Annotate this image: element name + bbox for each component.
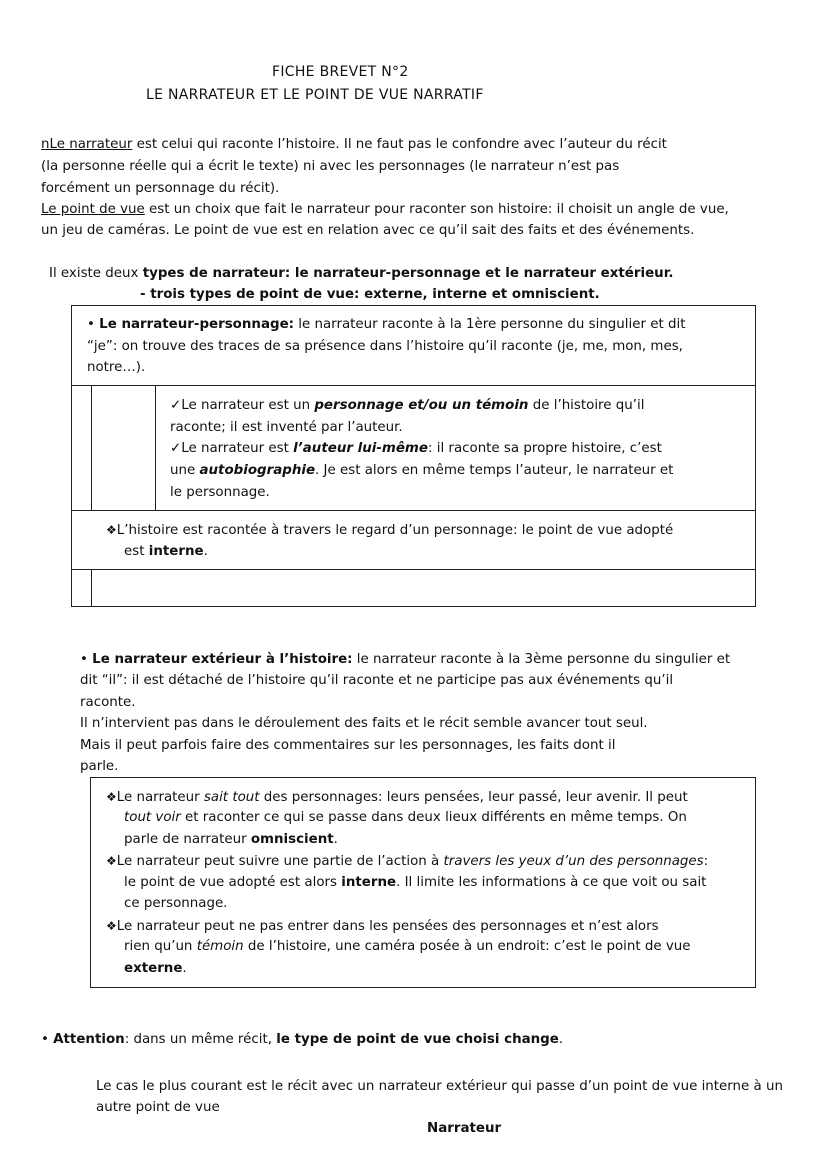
footer-label: Narrateur [427,1121,502,1136]
exterieur-line1: • Le narrateur extérieur à l’histoire: le narrateur raconte à la 3ème personne du singulier et [80,652,731,667]
table2-p2-line2: le point de vue adopté est alors interne. Il limite les informations à ce que voit ou sait [124,875,707,890]
intro-line-2: (la personne réelle qui a écrit le texte) ni avec les personnages (le narrateur n’est pas [41,159,620,174]
exterieur-line5: Mais il peut parfois faire des commentaires sur les personnages, les faits dont il [80,738,616,753]
table2-p3-line2: rien qu’un témoin de l’histoire, une caméra posée à un endroit: c’est le point de vue [124,939,691,954]
types-line-2: - trois types de point de vue: externe, interne et omniscient. [140,287,600,302]
table2-p1-line1: ❖Le narrateur sait tout des personnages: leurs pensées, leur passé, leur avenir. Il peut [106,790,688,805]
table1-row1-line3: notre…). [87,360,146,375]
intro-line-1: nLe narrateur est celui qui raconte l’histoire. Il ne faut pas le confondre avec l’auteur du récit [41,137,667,152]
table2-p3-line1: ❖Le narrateur peut ne pas entrer dans les pensées des personnages et n’est alors [106,919,659,934]
table2-p1-line3: parle de narrateur omniscient. [124,832,338,847]
table1-cell-line4: une autobiographie. Je est alors en même temps l’auteur, le narrateur et [170,463,674,478]
exterieur-line6: parle. [80,759,119,774]
table1-col-2 [155,385,156,510]
table2-p1-line2: tout voir et raconter ce qui se passe dans deux lieux différents en même temps. On [124,810,687,825]
table1-col-3 [91,569,92,607]
check-icon: ✓ [170,398,182,413]
table2-p2-line3: ce personnage. [124,896,228,911]
intro-line-4: Le point de vue est un choix que fait le narrateur pour raconter son histoire: il choisit un angle de vue, [41,202,729,217]
table1-col-1 [91,385,92,510]
table1-divider-3 [71,569,756,570]
table1-cell-line1: ✓Le narrateur est un personnage et/ou un témoin de l’histoire qu’il [170,398,645,413]
table1-row3-line2: est interne. [124,544,208,559]
diamond-icon: ❖ [106,854,117,868]
table1-row3-line1: ❖L’histoire est racontée à travers le regard d’un personnage: le point de vue adopté [106,523,674,538]
exterieur-line2: dit “il”: il est détaché de l’histoire qu’il raconte et ne participe pas aux événements qu’il [80,673,674,688]
table1-divider-1 [71,385,756,386]
exterieur-line4: Il n’intervient pas dans le déroulement des faits et le récit semble avancer tout seul. [80,716,648,731]
check-icon: ✓ [170,441,182,456]
page-subtitle: LE NARRATEUR ET LE POINT DE VUE NARRATIF [146,87,484,103]
types-line-1: Il existe deux types de narrateur: le narrateur-personnage et le narrateur extérieur. [49,266,674,281]
table1-cell-line2: raconte; il est inventé par l’auteur. [170,420,403,435]
diamond-icon: ❖ [106,523,117,537]
diamond-icon: ❖ [106,790,117,804]
attention-line: • Attention: dans un même récit, le type de point de vue choisi change. [41,1032,564,1047]
footer-line1: Le cas le plus courant est le récit avec un narrateur extérieur qui passe d’un point de vue interne à un [96,1079,783,1094]
intro-line-5: un jeu de caméras. Le point de vue est en relation avec ce qu’il sait des faits et des événements. [41,223,695,238]
table1-cell-line5: le personnage. [170,485,270,500]
table2-p2-line1: ❖Le narrateur peut suivre une partie de l’action à travers les yeux d’un des personnages: [106,854,709,869]
intro-line-3: forcément un personnage du récit). [41,181,280,196]
table1-row1-line1: • Le narrateur-personnage: le narrateur raconte à la 1ère personne du singulier et dit [87,317,686,332]
table1-divider-2 [71,510,756,511]
table2-p3-line3: externe. [124,961,187,976]
table1-row1-line2: “je”: on trouve des traces de sa présence dans l’histoire qu’il raconte (je, me, mon, mes, [87,339,683,354]
page-title: FICHE BREVET N°2 [272,64,409,80]
diamond-icon: ❖ [106,919,117,933]
exterieur-line3: raconte. [80,695,136,710]
footer-line2: autre point de vue [96,1100,220,1115]
table1-cell-line3: ✓Le narrateur est l’auteur lui-même: il raconte sa propre histoire, c’est [170,441,662,456]
